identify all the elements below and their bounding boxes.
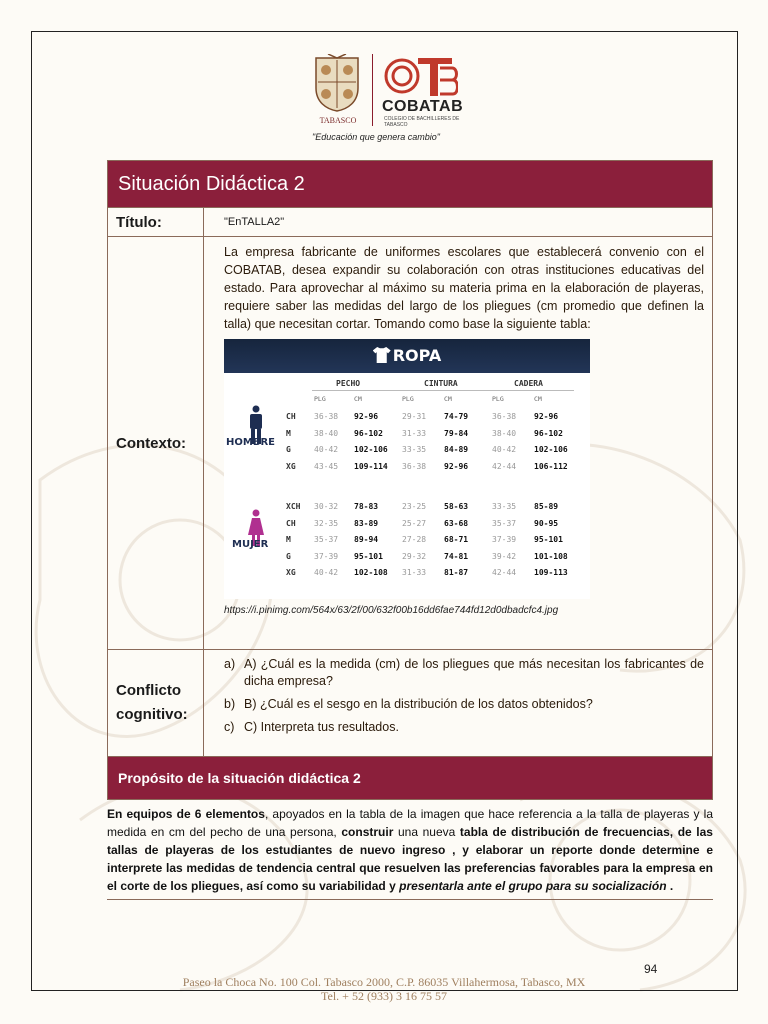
cobatab-subtitle: COLEGIO DE BACHILLERES DE TABASCO bbox=[384, 116, 460, 128]
sub-head-cm: CM bbox=[534, 395, 542, 403]
header-logos bbox=[310, 50, 470, 150]
tabasco-label: TABASCO bbox=[319, 116, 357, 125]
conflicto-label-line1: Conflicto bbox=[116, 682, 181, 699]
titulo-value: "EnTALLA2" bbox=[224, 216, 285, 228]
conflicto-list bbox=[224, 656, 704, 736]
sub-head-plg: PLG bbox=[314, 395, 326, 403]
table-cell: 31-33 bbox=[402, 428, 427, 438]
table-cell: 81-87 bbox=[444, 568, 469, 577]
proposito-bold-3: construir bbox=[341, 825, 394, 839]
table-cell: 36-38 bbox=[492, 412, 517, 421]
table-cell: 40-42 bbox=[492, 445, 517, 454]
ropa-header bbox=[224, 339, 590, 373]
table-cell: 101-108 bbox=[534, 551, 568, 561]
cobatab-logo-icon bbox=[382, 54, 458, 100]
table-cell: 106-112 bbox=[534, 461, 568, 471]
cobatab-name: COBATAB bbox=[382, 98, 464, 115]
table-cell: 85-89 bbox=[534, 502, 559, 511]
table-cell: 33-35 bbox=[492, 502, 517, 511]
sub-head-cm: CM bbox=[444, 395, 452, 403]
table-cell: 32-35 bbox=[314, 518, 339, 528]
list-marker: a) bbox=[224, 657, 236, 671]
table-cell: 25-27 bbox=[402, 518, 427, 528]
page-number: 94 bbox=[644, 962, 658, 976]
table-cell: 29-32 bbox=[402, 551, 427, 561]
table-cell: 43-45 bbox=[314, 461, 339, 471]
table-cell: 102-106 bbox=[354, 445, 388, 454]
list-item bbox=[224, 656, 704, 690]
shirt-icon bbox=[373, 347, 391, 363]
table-cell: 74-81 bbox=[444, 551, 469, 561]
table-cell: 74-79 bbox=[444, 412, 469, 421]
list-marker: c) bbox=[224, 720, 235, 734]
proposito-bold-7: . bbox=[666, 879, 674, 893]
ropa-size-chart bbox=[224, 339, 590, 599]
titulo-label: Título: bbox=[108, 208, 204, 236]
table-cell: 92-96 bbox=[444, 461, 469, 471]
proposito-paragraph bbox=[107, 805, 713, 900]
table-cell: 109-114 bbox=[354, 461, 388, 471]
hombre-label: HOMBRE bbox=[226, 437, 275, 448]
table-cell: XG bbox=[286, 461, 296, 471]
proposito-text-4: una nueva bbox=[393, 825, 460, 839]
mujer-label: MUJER bbox=[232, 539, 269, 550]
table-cell: 27-28 bbox=[402, 535, 427, 544]
table-cell: 96-102 bbox=[534, 428, 563, 438]
group-underline bbox=[312, 390, 574, 391]
contexto-content bbox=[204, 237, 712, 649]
sub-head-plg: PLG bbox=[492, 395, 504, 403]
conflicto-row bbox=[108, 649, 712, 756]
proposito-text-2: , apoyados en la tabla de la imagen que hace referencia a la talla de playeras y la medida en cm del pecho de una persona, bbox=[107, 807, 713, 839]
table-cell: 78-83 bbox=[354, 502, 379, 511]
table-cell: 35-37 bbox=[492, 518, 517, 528]
table-row bbox=[286, 516, 586, 531]
list-item-text: B) ¿Cuál es el sesgo en la distribución de los datos obtenidos? bbox=[244, 697, 593, 711]
situacion-title: Situación Didáctica 2 bbox=[108, 161, 712, 207]
table-cell: CH bbox=[286, 518, 296, 528]
table-cell: CH bbox=[286, 412, 296, 421]
proposito-bold-1: En equipos de 6 elementos bbox=[107, 807, 265, 821]
table-cell: 96-102 bbox=[354, 428, 383, 438]
footer-line2: Tel. + 52 (933) 3 16 75 57 bbox=[321, 989, 447, 1003]
table-row bbox=[286, 499, 586, 514]
table-cell: 35-37 bbox=[314, 535, 339, 544]
group-head-cintura: CINTURA bbox=[424, 379, 458, 388]
proposito-title: Propósito de la situación didáctica 2 bbox=[108, 756, 712, 799]
table-cell: G bbox=[286, 551, 291, 561]
list-item bbox=[224, 696, 704, 713]
table-cell: 38-40 bbox=[314, 428, 339, 438]
list-item-text: C) Interpreta tus resultados. bbox=[244, 720, 399, 734]
table-cell: G bbox=[286, 445, 291, 454]
table-cell: 92-96 bbox=[354, 412, 379, 421]
footer-address bbox=[0, 975, 768, 1003]
table-cell: 102-106 bbox=[534, 445, 568, 454]
table-cell: 30-32 bbox=[314, 502, 339, 511]
table-row bbox=[286, 442, 586, 457]
table-cell: 37-39 bbox=[314, 551, 339, 561]
table-row bbox=[286, 409, 586, 424]
contexto-paragraph: La empresa fabricante de uniformes escolares que establecerá convenio con el COBATAB, desea expandir su colaboración con otras instituciones educativas del estado. Para aprovechar al máximo su materia prima en la elaboración de playeras, requiere saber las medidas del largo de los pliegues (cm promedio que definen la talla) que necesitan cortar. Tomando como base la siguiente tabla: bbox=[224, 245, 704, 331]
table-cell: 68-71 bbox=[444, 535, 469, 544]
table-row bbox=[286, 565, 586, 580]
table-cell: M bbox=[286, 428, 291, 438]
table-row bbox=[286, 426, 586, 441]
situacion-table bbox=[107, 160, 713, 800]
table-cell: 95-101 bbox=[354, 551, 383, 561]
table-cell: 90-95 bbox=[534, 518, 559, 528]
footer-line1: Paseo la Choca No. 100 Col. Tabasco 2000, C.P. 86035 Villahermosa, Tabasco, MX bbox=[182, 975, 586, 989]
conflicto-content bbox=[204, 650, 712, 756]
table-cell: 38-40 bbox=[492, 428, 517, 438]
table-cell: 92-96 bbox=[534, 412, 559, 421]
ropa-title: ROPA bbox=[392, 346, 442, 365]
table-cell: 89-94 bbox=[354, 535, 379, 544]
tabasco-shield-icon bbox=[314, 54, 360, 112]
table-cell: 29-31 bbox=[402, 412, 427, 421]
table-cell: 83-89 bbox=[354, 518, 379, 528]
table-cell: 95-101 bbox=[534, 535, 563, 544]
table-cell: 31-33 bbox=[402, 568, 427, 577]
table-cell: 39-42 bbox=[492, 551, 517, 561]
sub-head-cm: CM bbox=[354, 395, 362, 403]
contexto-label: Contexto: bbox=[108, 237, 204, 649]
table-cell: 33-35 bbox=[402, 445, 427, 454]
table-cell: 102-108 bbox=[354, 568, 388, 577]
table-cell: 109-113 bbox=[534, 568, 568, 577]
table-cell: 40-42 bbox=[314, 445, 339, 454]
table-row bbox=[286, 532, 586, 547]
table-cell: 42-44 bbox=[492, 461, 517, 471]
sub-head-plg: PLG bbox=[402, 395, 414, 403]
proposito-bold-5: tabla de distribución de frecuencias, de las tallas de playeras de los estudiantes de nuevo ingreso , y elaborar un reporte donde determine e interprete las medidas de tendencia central que resuelven las preferencias favorables para la empresa en el corte de los pliegues, así como su variabilidad y bbox=[107, 825, 713, 893]
table-cell: 58-63 bbox=[444, 502, 469, 511]
titulo-row bbox=[108, 207, 712, 236]
table-cell: XCH bbox=[286, 502, 301, 511]
table-cell: 37-39 bbox=[492, 535, 517, 544]
conflicto-label-line2: cognitivo: bbox=[116, 706, 188, 723]
table-cell: 40-42 bbox=[314, 568, 339, 577]
table-row bbox=[286, 459, 586, 474]
slogan: "Educación que genera cambio" bbox=[312, 132, 440, 142]
table-row bbox=[286, 549, 586, 564]
logo-divider bbox=[372, 54, 373, 126]
table-cell: 84-89 bbox=[444, 445, 469, 454]
contexto-row bbox=[108, 236, 712, 649]
table-cell: 23-25 bbox=[402, 502, 427, 511]
table-cell: XG bbox=[286, 568, 296, 577]
list-item bbox=[224, 719, 704, 736]
proposito-italic-6: presentarla ante el grupo para su socialización bbox=[399, 879, 667, 893]
table-cell: 36-38 bbox=[402, 461, 427, 471]
group-head-cadera: CADERA bbox=[514, 379, 543, 388]
table-cell: 42-44 bbox=[492, 568, 517, 577]
image-source-url[interactable]: https://i.pinimg.com/564x/63/2f/00/632f00b16dd6fae744fd12d0dbadcfc4.jpg bbox=[224, 605, 559, 616]
table-cell: 79-84 bbox=[444, 428, 469, 438]
table-cell: 63-68 bbox=[444, 518, 469, 528]
table-cell: M bbox=[286, 535, 291, 544]
conflicto-label bbox=[108, 650, 204, 756]
table-cell: 36-38 bbox=[314, 412, 339, 421]
list-marker: b) bbox=[224, 697, 236, 711]
list-item-text: A) ¿Cuál es la medida (cm) de los pliegues que más necesitan los fabricantes de dicha empresa? bbox=[244, 657, 704, 688]
group-head-pecho: PECHO bbox=[336, 379, 361, 388]
